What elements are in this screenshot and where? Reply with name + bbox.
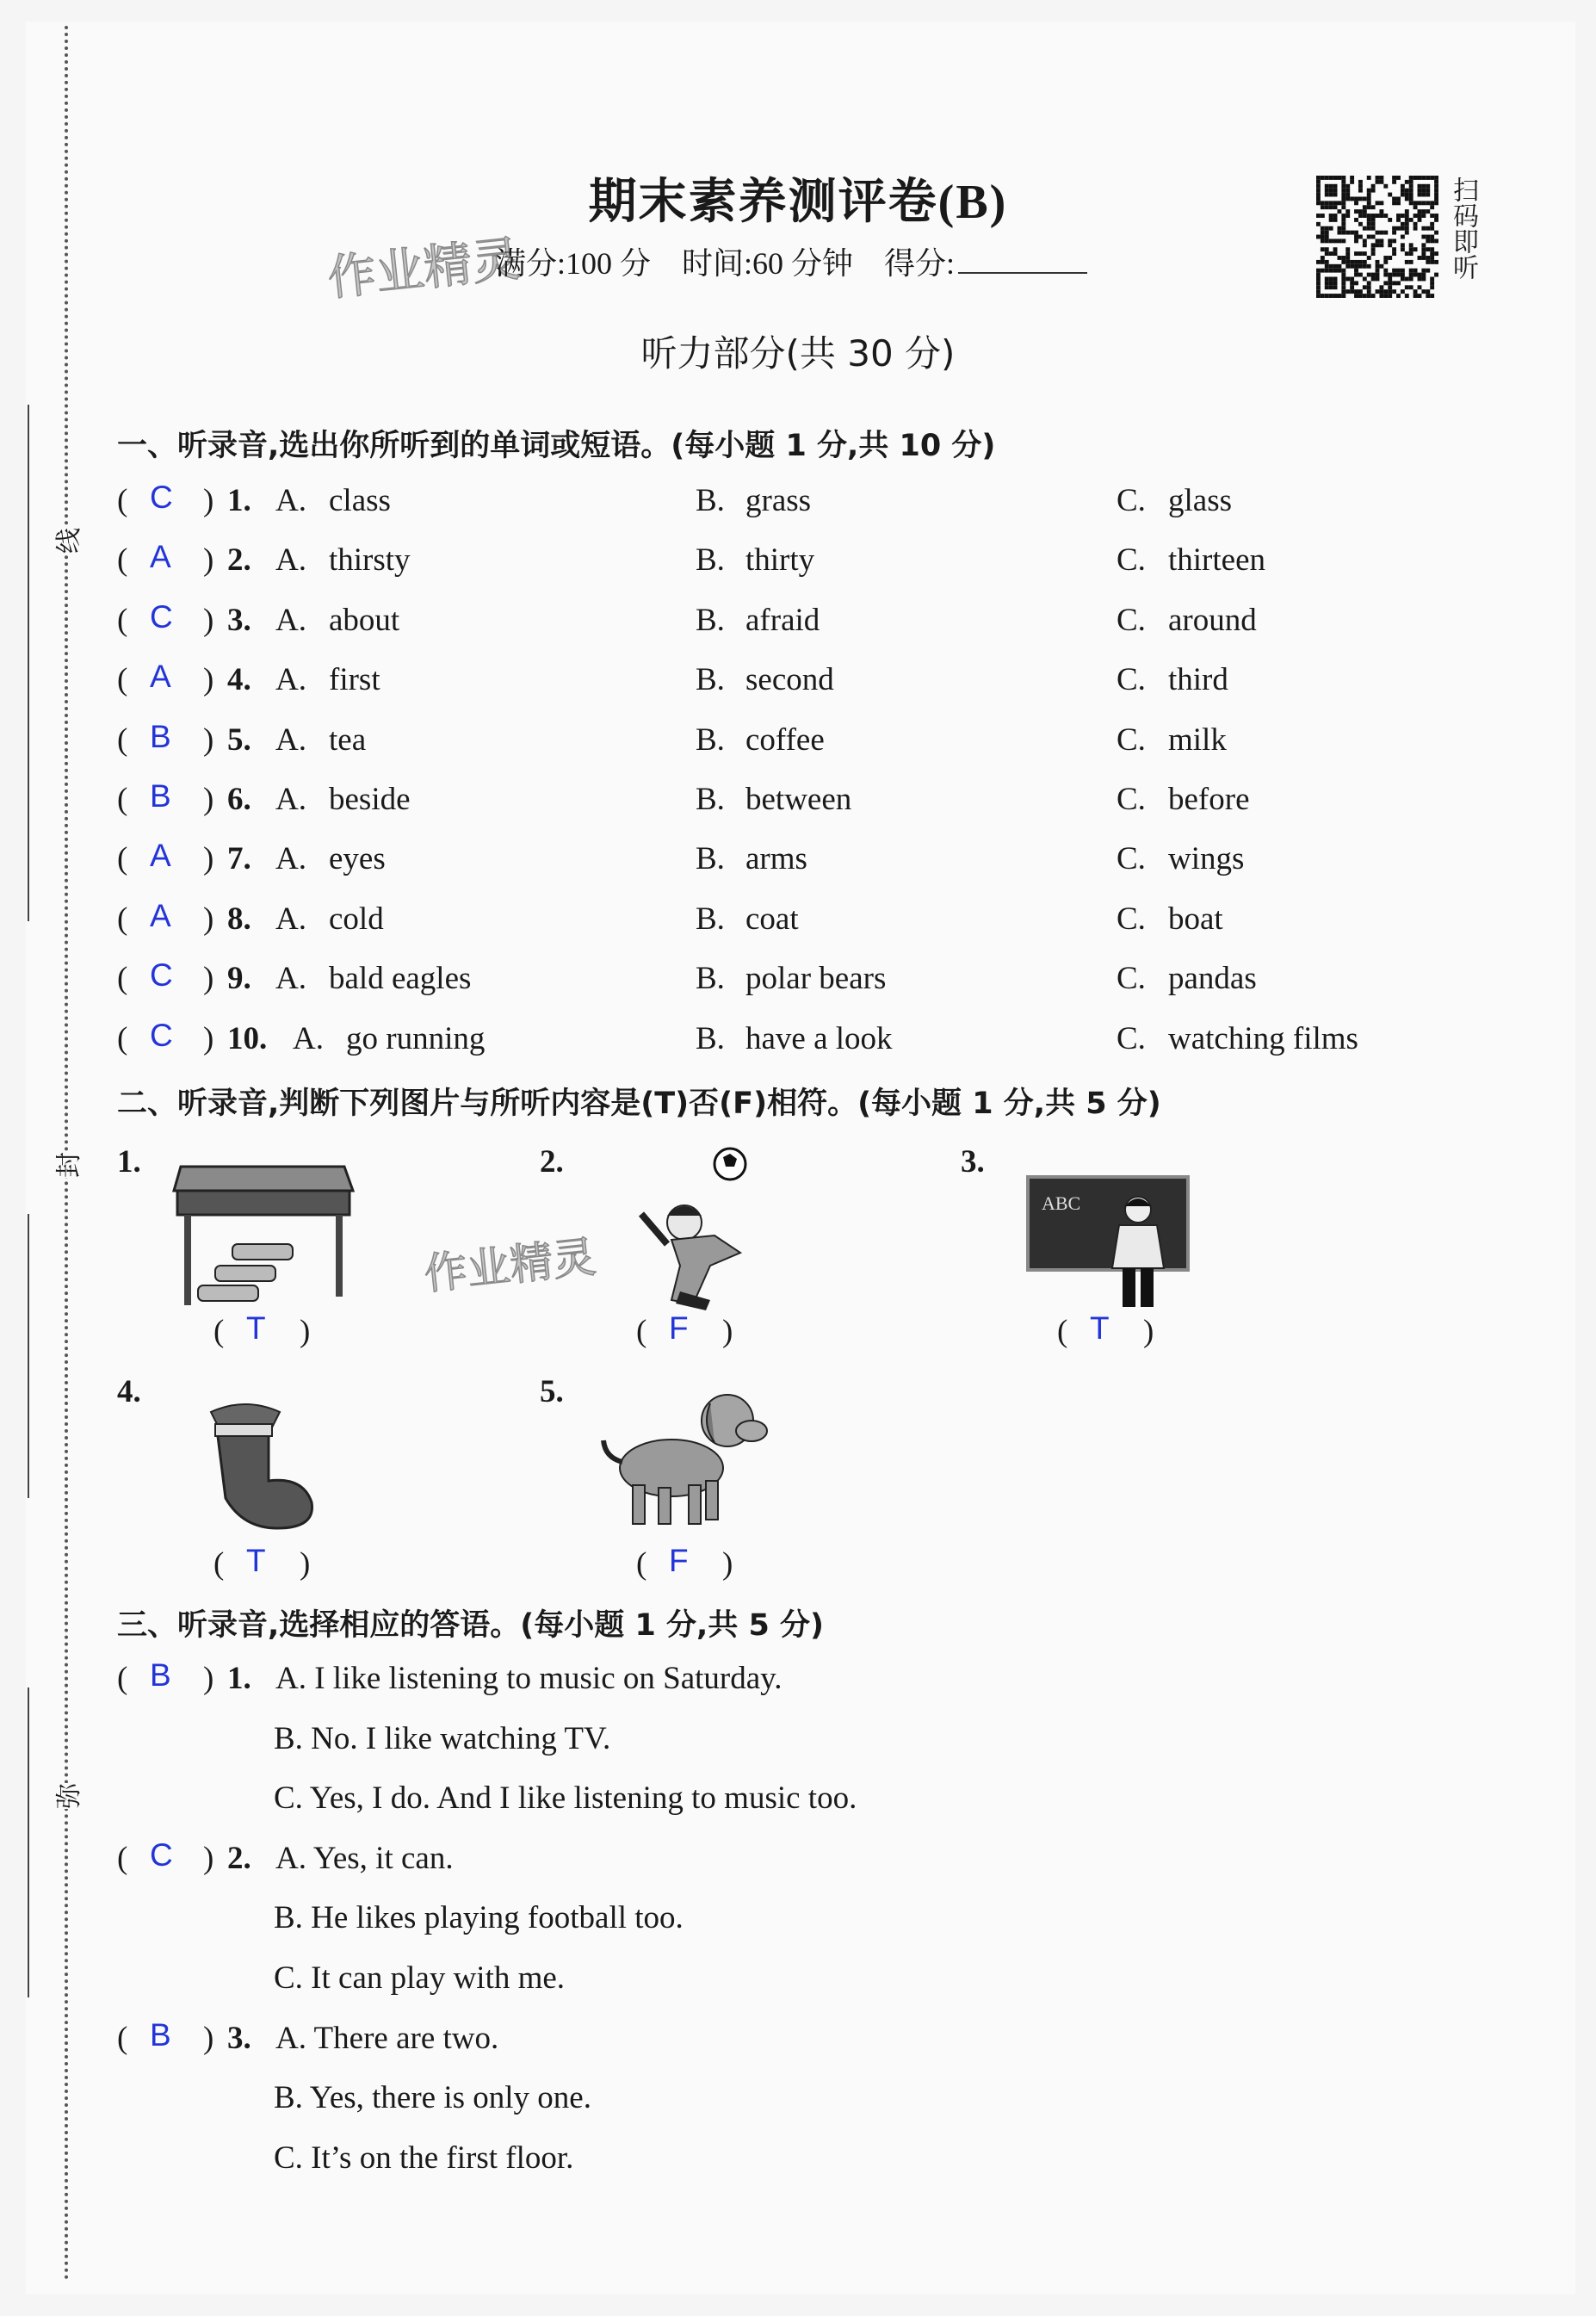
answer-picture-2[interactable]: F (669, 1310, 689, 1346)
option-c: pandas (1168, 961, 1257, 997)
margin-label-mi: 弥 (42, 1783, 90, 1809)
option-label: A. (275, 483, 306, 518)
binding-line (28, 405, 29, 921)
left-paren: ( (117, 602, 128, 638)
option-label: A. (275, 901, 306, 937)
left-paren: ( (117, 841, 128, 877)
right-paren: ) (203, 1661, 214, 1696)
picture-number: 5. (540, 1374, 564, 1409)
option-label: C. (1117, 841, 1146, 877)
exam-title: 期末素养测评卷(B) (588, 176, 1008, 229)
answer-option: A. There are two. (275, 2020, 499, 2056)
score-label: 得分: (884, 246, 956, 281)
watermark: 作业精灵 (421, 1231, 598, 1300)
left-paren: ( (213, 1546, 225, 1582)
right-paren: ) (203, 721, 214, 758)
option-b: thirty (745, 542, 815, 579)
left-paren: ( (117, 1840, 128, 1876)
answer-option: B. He likes playing football too. (274, 1900, 684, 1936)
option-c: third (1168, 662, 1228, 698)
option-c: milk (1168, 721, 1227, 758)
question-number: 3. (227, 2020, 251, 2056)
option-c: thirteen (1168, 542, 1266, 579)
option-a: eyes (329, 841, 386, 877)
question-number: 7. (227, 841, 251, 877)
answer-7[interactable]: A (150, 838, 171, 874)
right-paren: ) (203, 662, 214, 698)
answer-option: A. I like listening to music on Saturday. (275, 1661, 783, 1696)
option-b: between (745, 782, 852, 817)
option-b: afraid (745, 602, 820, 638)
answer-picture-1[interactable]: T (246, 1310, 266, 1346)
option-b: grass (745, 483, 812, 518)
right-paren: ) (300, 1546, 311, 1582)
right-paren: ) (203, 2020, 214, 2056)
question-number: 1. (227, 483, 251, 518)
full-marks: 满分:100 分 (495, 246, 652, 281)
right-paren: ) (203, 961, 214, 997)
part-title: 听力部分(共 30 分) (640, 332, 956, 375)
option-c: glass (1168, 483, 1232, 518)
option-c: boat (1168, 901, 1223, 937)
left-paren: ( (213, 1314, 225, 1349)
margin-label-feng: 封 (42, 1152, 90, 1178)
answer-10[interactable]: C (150, 1017, 173, 1053)
qr-code-icon[interactable] (1315, 176, 1439, 298)
option-a: cold (329, 901, 384, 937)
option-c: around (1168, 602, 1257, 638)
binding-line (28, 1687, 29, 1997)
picture-number: 4. (117, 1374, 141, 1409)
option-label: C. (1117, 483, 1146, 518)
option-label: A. (275, 602, 306, 638)
section2-heading: 二、听录音,判断下列图片与所听内容是(T)否(F)相符。(每小题 1 分,共 5 分) (117, 1087, 1161, 1121)
answer-1[interactable]: C (150, 480, 173, 515)
option-label: B. (696, 841, 725, 877)
option-a: class (329, 483, 391, 518)
option-label: A. (275, 662, 306, 698)
left-paren: ( (1057, 1314, 1068, 1349)
option-label: A. (293, 1020, 324, 1056)
option-a: thirsty (329, 542, 411, 579)
left-paren: ( (117, 2020, 128, 2056)
right-paren: ) (203, 901, 214, 937)
answer-picture-4[interactable]: T (246, 1543, 266, 1578)
picture-cars-under-desk (172, 1149, 357, 1313)
option-a: bald eagles (329, 961, 472, 997)
question-number: 4. (227, 662, 251, 698)
answer-4[interactable]: A (150, 659, 171, 695)
picture-teacher-at-blackboard (1026, 1175, 1190, 1309)
option-a: go running (346, 1020, 486, 1056)
picture-number: 3. (961, 1144, 985, 1180)
answer-option: C. Yes, I do. And I like listening to music too. (274, 1780, 857, 1817)
option-label: B. (696, 961, 725, 997)
question-number: 2. (227, 1840, 251, 1876)
option-b: have a look (745, 1020, 893, 1056)
option-label: B. (696, 782, 725, 817)
question-number: 6. (227, 782, 251, 817)
picture-christmas-stocking (198, 1396, 336, 1534)
option-label: A. (275, 782, 306, 817)
answer-option: A. Yes, it can. (275, 1840, 454, 1876)
left-paren: ( (636, 1546, 647, 1582)
left-paren: ( (117, 542, 128, 579)
answer-1[interactable]: B (150, 1657, 171, 1693)
left-paren: ( (117, 1661, 128, 1696)
question-number: 10. (227, 1020, 268, 1056)
board-text: ABC (1042, 1192, 1081, 1214)
option-label: B. (696, 1020, 725, 1056)
answer-picture-3[interactable]: T (1090, 1310, 1110, 1346)
option-label: B. (696, 602, 725, 638)
left-paren: ( (636, 1314, 647, 1349)
option-label: C. (1117, 901, 1146, 937)
answer-option: B. No. I like watching TV. (274, 1720, 611, 1756)
option-label: C. (1117, 721, 1146, 758)
option-b: coat (745, 901, 799, 937)
option-label: B. (696, 542, 725, 579)
right-paren: ) (722, 1314, 733, 1349)
qr-caption: 扫码即听 (1448, 176, 1478, 280)
section1-heading: 一、听录音,选出你所听到的单词或短语。(每小题 1 分,共 10 分) (117, 429, 996, 463)
option-label: A. (275, 961, 306, 997)
option-label: B. (696, 721, 725, 758)
answer-8[interactable]: A (150, 897, 171, 933)
option-a: tea (329, 721, 367, 758)
option-a: first (329, 662, 380, 698)
option-label: C. (1117, 602, 1146, 638)
score-blank[interactable] (958, 272, 1087, 274)
answer-6[interactable]: B (150, 778, 171, 814)
option-label: B. (696, 483, 725, 518)
option-b: arms (745, 841, 807, 877)
left-paren: ( (117, 1020, 128, 1056)
option-label: A. (275, 841, 306, 877)
option-c: before (1168, 782, 1250, 817)
option-label: B. (696, 901, 725, 937)
option-c: watching films (1168, 1020, 1358, 1056)
watermark: 作业精灵 (325, 231, 523, 307)
exam-info (495, 239, 1087, 283)
question-number: 2. (227, 542, 251, 579)
option-label: A. (275, 721, 306, 758)
option-c: wings (1168, 841, 1245, 877)
picture-number: 2. (540, 1144, 564, 1180)
margin-label-xian: 线 (42, 528, 90, 554)
answer-picture-5[interactable]: F (669, 1543, 689, 1578)
answer-5[interactable]: B (150, 718, 171, 754)
answer-2[interactable]: C (150, 1836, 173, 1873)
question-number: 3. (227, 602, 251, 638)
right-paren: ) (300, 1314, 311, 1349)
option-label: C. (1117, 542, 1146, 579)
right-paren: ) (203, 782, 214, 817)
question-number: 9. (227, 961, 251, 997)
right-paren: ) (203, 483, 214, 518)
option-a: about (329, 602, 400, 638)
option-label: C. (1117, 1020, 1146, 1056)
question-number: 1. (227, 1661, 251, 1696)
right-paren: ) (203, 542, 214, 579)
option-label: C. (1117, 662, 1146, 698)
option-label: C. (1117, 782, 1146, 817)
answer-option: B. Yes, there is only one. (274, 2080, 591, 2116)
left-paren: ( (117, 483, 128, 518)
right-paren: ) (1143, 1314, 1154, 1349)
answer-option: C. It can play with me. (274, 1960, 566, 1996)
picture-boy-kicking-ball (620, 1145, 775, 1317)
option-label: C. (1117, 961, 1146, 997)
option-label: B. (696, 662, 725, 698)
right-paren: ) (203, 1840, 214, 1876)
right-paren: ) (203, 1020, 214, 1056)
right-paren: ) (722, 1546, 733, 1582)
left-paren: ( (117, 662, 128, 698)
left-paren: ( (117, 721, 128, 758)
answer-3[interactable]: B (150, 2016, 171, 2053)
right-paren: ) (203, 841, 214, 877)
option-b: second (745, 662, 834, 698)
option-a: beside (329, 782, 411, 817)
answer-9[interactable]: C (150, 957, 173, 994)
option-b: polar bears (745, 961, 887, 997)
left-paren: ( (117, 901, 128, 937)
answer-3[interactable]: C (150, 598, 173, 635)
left-paren: ( (117, 782, 128, 817)
picture-dog (598, 1378, 779, 1533)
answer-2[interactable]: A (150, 539, 171, 575)
question-number: 5. (227, 721, 251, 758)
question-number: 8. (227, 901, 251, 937)
section3-heading: 三、听录音,选择相应的答语。(每小题 1 分,共 5 分) (117, 1608, 825, 1643)
left-paren: ( (117, 961, 128, 997)
option-label: A. (275, 542, 306, 579)
right-paren: ) (203, 602, 214, 638)
binding-line (28, 1214, 29, 1498)
picture-number: 1. (117, 1144, 141, 1180)
answer-option: C. It’s on the first floor. (274, 2140, 574, 2176)
time-limit: 时间:60 分钟 (682, 246, 854, 281)
option-b: coffee (745, 721, 825, 758)
